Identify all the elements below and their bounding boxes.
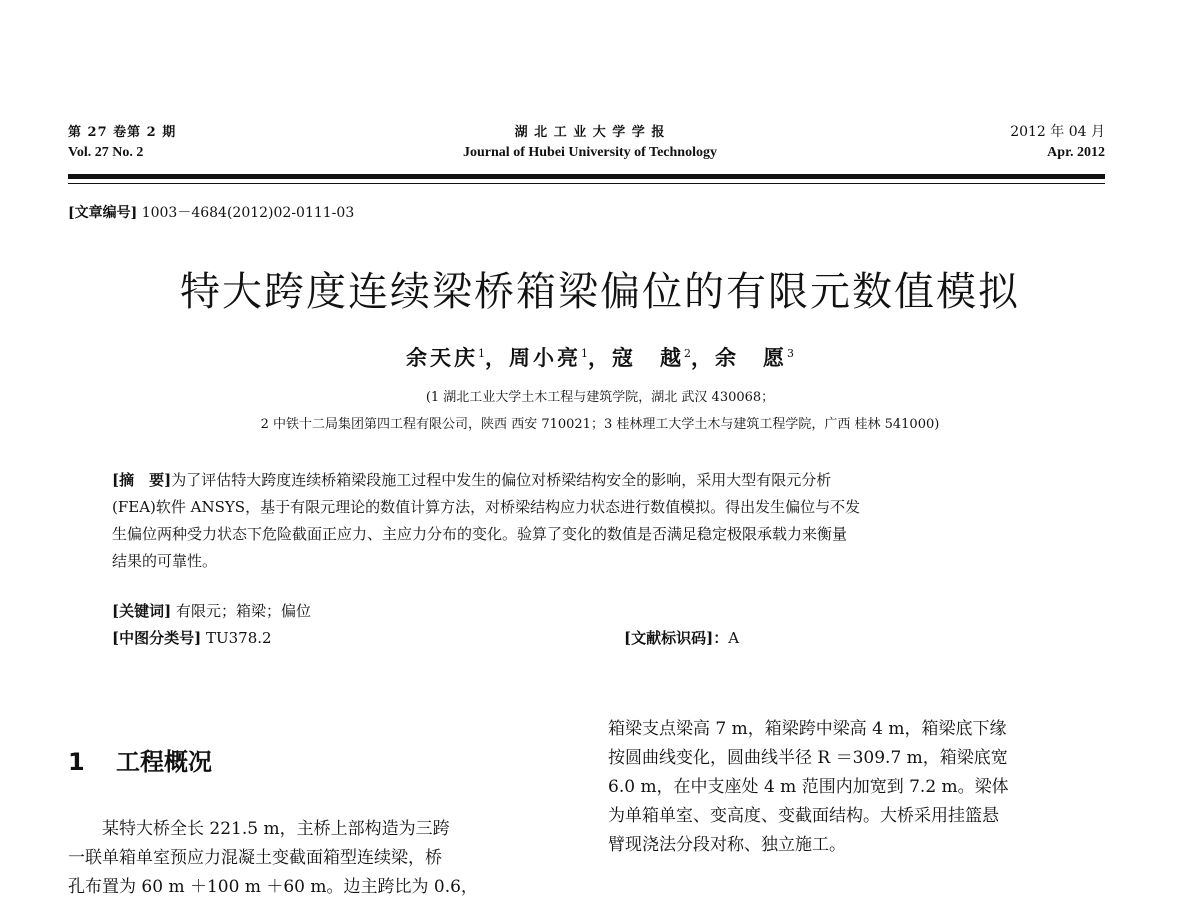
body-line: 箱梁支点梁高 7 m，箱梁跨中梁高 4 m，箱梁底下缘	[608, 719, 1007, 739]
affiliation-line-2: 2 中铁十二局集团第四工程有限公司，陕西 西安 710021；3 桂林理工大学土木与建筑工程学院，广西 桂林 541000)	[260, 417, 940, 432]
author-separator: ，	[588, 345, 612, 370]
author-name: 寇 越	[612, 345, 684, 370]
body-line: 孔布置为 60 m ＋100 m ＋60 m。边主跨比为 0.6，	[68, 877, 478, 897]
document-code-value: A	[728, 629, 740, 647]
header-rule-thin	[68, 183, 1105, 184]
section-heading	[68, 742, 212, 777]
author-affil-mark: 1	[478, 347, 485, 360]
right-column	[608, 715, 1108, 860]
keywords-value: 有限元；箱梁；偏位	[175, 602, 311, 620]
issue-date-en: Apr. 2012	[1047, 145, 1105, 160]
abstract-text: 为了评估特大跨度连续桥箱梁段施工过程中发生的偏位对桥梁结构安全的影响，采用大型有限元分析	[171, 471, 832, 489]
author-name: 余 愿	[715, 345, 787, 370]
clc-value: TU378.2	[205, 629, 272, 647]
abstract-label: [摘 要]	[112, 471, 172, 489]
document-code	[624, 627, 739, 648]
article-number: 1003－4684(2012)02-0111-03	[141, 205, 355, 221]
section-number: 1	[68, 748, 85, 776]
body-line: 一联单箱单室预应力混凝土变截面箱型连续梁，桥	[68, 848, 442, 868]
author-list	[0, 342, 1200, 372]
left-column	[68, 815, 568, 902]
article-number-label: [文章编号]	[68, 205, 138, 221]
affiliation-line-1: (1 湖北工业大学土木工程与建筑学院，湖北 武汉 430068；	[425, 390, 775, 405]
abstract-line: (FEA)软件 ANSYS，基于有限元理论的数值计算方法，对桥梁结构应力状态进行数值模拟。得出发生偏位与不发	[112, 498, 861, 516]
body-line: 臂现浇法分段对称、独立施工。	[608, 835, 846, 855]
body-line: 6.0 m，在中支座处 4 m 范围内加宽到 7.2 m。梁体	[608, 777, 1009, 797]
author-separator: ，	[691, 345, 715, 370]
abstract-line	[112, 467, 1087, 494]
clc-number	[112, 627, 272, 648]
body-line: 为单箱单室、变高度、变截面结构。大桥采用挂篮悬	[608, 806, 999, 826]
keywords	[112, 600, 311, 621]
abstract-line: 生偏位两种受力状态下危险截面正应力、主应力分布的变化。验算了变化的数值是否满足稳定极限承载力来衡量	[112, 525, 848, 543]
paper-title: 特大跨度连续梁桥箱梁偏位的有限元数值模拟	[180, 269, 1020, 315]
header-rule-thick	[68, 174, 1105, 179]
body-line: 按圆曲线变化，圆曲线半径 R ＝309.7 m，箱梁底宽	[608, 748, 1008, 768]
author-affil-mark: 2	[684, 347, 691, 360]
body-line: 某特大桥全长 221.5 m，主桥上部构造为三跨	[68, 819, 450, 839]
journal-name-en: Journal of Hubei University of Technology	[463, 145, 717, 160]
author-affil-mark: 3	[787, 347, 794, 360]
clc-label: [中图分类号]	[112, 629, 202, 647]
author-affil-mark: 1	[581, 347, 588, 360]
issue-zh: 第 27 卷第 2 期	[68, 125, 177, 140]
author-name: 周小亮	[509, 345, 581, 370]
author-name: 余天庆	[406, 345, 478, 370]
author-separator: ，	[485, 345, 509, 370]
article-number-line	[68, 202, 354, 222]
document-code-label: [文献标识码]：	[624, 629, 729, 647]
keywords-label: [关键词]	[112, 602, 172, 620]
section-title: 工程概况	[116, 748, 212, 776]
issue-date-zh: 2012 年 04 月	[1010, 124, 1105, 140]
abstract-line: 结果的可靠性。	[112, 552, 218, 570]
issue-en: Vol. 27 No. 2	[68, 145, 144, 160]
abstract	[112, 467, 1087, 575]
journal-name-zh: 湖 北 工 业 大 学 学 报	[514, 125, 666, 140]
